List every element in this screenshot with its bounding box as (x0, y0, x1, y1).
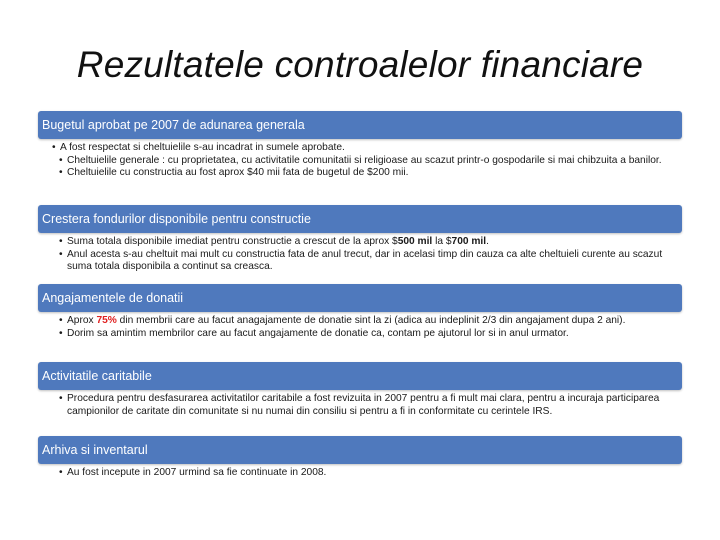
list-item (38, 236, 682, 249)
list-item (38, 315, 682, 328)
section-header-charity: Activitatile caritabile (38, 362, 682, 390)
page-title: Rezultatele controalelor financiare (76, 44, 644, 85)
section-header-construction-funds: Crestera fondurilor disponibile pentru constructie (38, 205, 682, 233)
item-text: la $ (432, 236, 452, 247)
section-items-budget (38, 142, 682, 180)
amount-after: 700 mil (451, 236, 487, 247)
list-item: • Anul acesta s-au cheltuit mai mult cu constructia fata de anul trecut, dar in acelasi timp din cauza ca alte cheltuieli curente au scazut suma totala disponibila a continut sa creasca. (38, 249, 682, 274)
section-items-donations (38, 315, 682, 340)
section-archive (38, 436, 682, 480)
percentage-highlight: 75% (96, 315, 117, 326)
section-items-construction-funds (38, 236, 682, 274)
item-text: . (486, 236, 489, 247)
list-item: • Au fost incepute in 2007 urmind sa fie continuate in 2008. (38, 467, 682, 480)
section-donations (38, 284, 682, 340)
section-header-budget: Bugetul aprobat pe 2007 de adunarea generala (38, 111, 682, 139)
section-budget (38, 111, 682, 180)
section-header-archive: Arhiva si inventarul (38, 436, 682, 464)
section-charity (38, 362, 682, 418)
section-construction-funds (38, 205, 682, 274)
section-header-donations: Angajamentele de donatii (38, 284, 682, 312)
list-item: • Dorim sa amintim membrilor care au facut angajamente de donatie ca, contam pe ajutorul lor si in anul urmator. (38, 328, 682, 341)
list-item: • Cheltuielile cu constructia au fost aprox $40 mii fata de bugetul de $200 mii. (38, 167, 682, 180)
item-text: Aprox (67, 315, 97, 326)
list-item: • A fost respectat si cheltuielile s-au incadrat in sumele aprobate. (38, 142, 682, 155)
amount-before: 500 mil (397, 236, 433, 247)
section-items-charity (38, 393, 682, 418)
item-text: din membrii care au facut anagajamente de donatie sint la zi (adica au indeplinit 2/3 din angajament dupa 2 ani). (116, 315, 626, 326)
section-items-archive (38, 467, 682, 480)
list-item: • Cheltuielile generale : cu proprietatea, cu activitatile comunitatii si religioase au scazut printr-o gospodarile si mai chibzuita a banilor. (38, 155, 682, 168)
item-text: Suma totala disponibile imediat pentru constructie a crescut de la aprox $ (67, 236, 398, 247)
list-item: • Procedura pentru desfasurarea activitatilor caritabile a fost revizuita in 2007 pentru a fi mult mai clara, pentru a incuraja participarea campionilor de caritate din comunitate si nu numai din consiliu si pentru a fi in conformitate cu cerintele IRS. (38, 393, 682, 418)
